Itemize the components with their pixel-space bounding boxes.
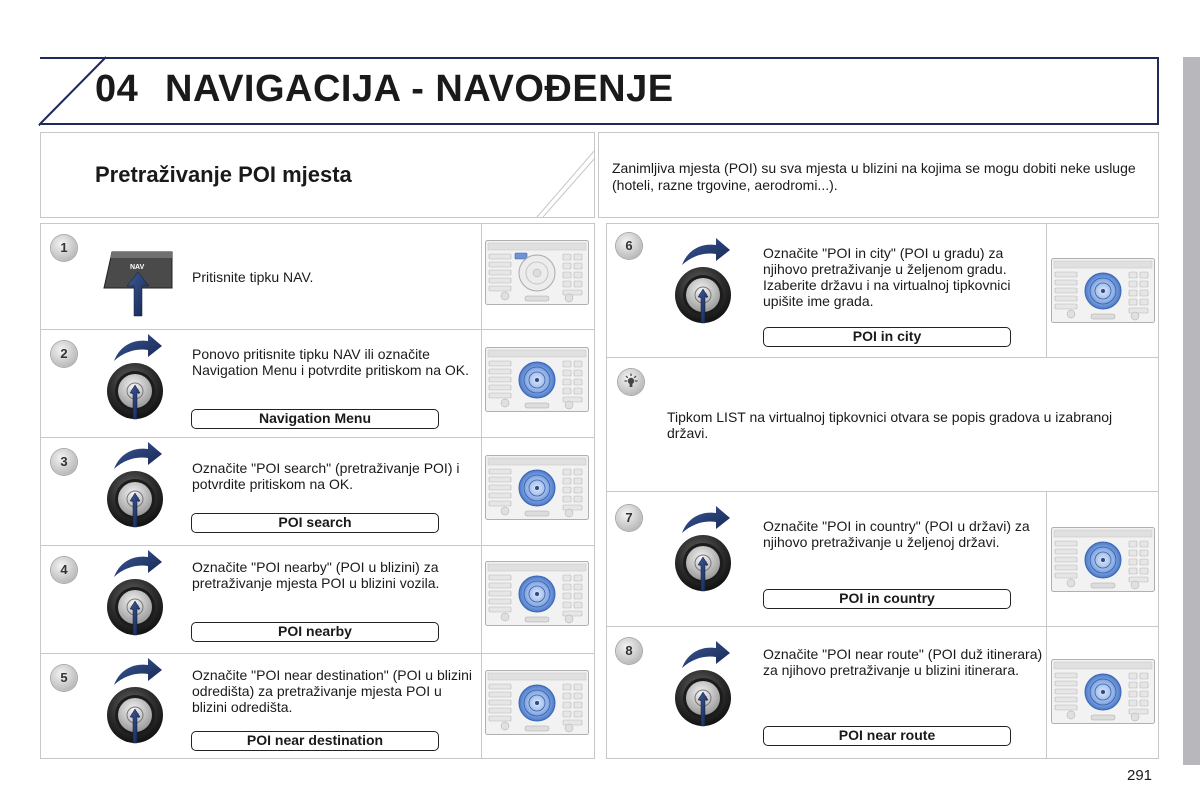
- radio-panel-thumbnail: [485, 455, 589, 521]
- step-8-text: Označite "POI near route" (POI duž itinerara) za njihovo pretraživanje u blizini itinerara.: [763, 646, 1043, 678]
- thumb-divider: [1046, 491, 1047, 627]
- radio-panel-thumbnail: [1051, 659, 1155, 725]
- step-7-number: 7: [616, 505, 642, 531]
- thumb-divider: [481, 653, 482, 759]
- radio-panel-thumbnail: [1051, 527, 1155, 593]
- radio-panel-thumbnail: [485, 670, 589, 736]
- step-2-text: Ponovo pritisnite tipku NAV ili označite Navigation Menu i potvrdite pritiskom na OK.: [192, 346, 470, 378]
- side-bar: [1183, 57, 1200, 765]
- menu-label-navigation-menu: Navigation Menu: [191, 409, 439, 429]
- rotary-knob-icon: [104, 441, 166, 531]
- step-8-number: 8: [616, 638, 642, 664]
- page-number: 291: [1127, 767, 1153, 784]
- rotary-knob-icon: [672, 237, 734, 327]
- thumb-divider: [481, 437, 482, 546]
- step-6-text: Označite "POI in city" (POI u gradu) za njihovo pretraživanje u željenom gradu. Izaberite državu i na virtualnoj tipkovnici upišite ime grada.: [763, 245, 1011, 309]
- tip-text: Tipkom LIST na virtualnoj tipkovnici otvara se popis gradova u izabranoj državi.: [667, 409, 1113, 441]
- thumb-divider: [1046, 223, 1047, 358]
- thumb-divider: [481, 545, 482, 654]
- step-3-number: 3: [51, 449, 77, 475]
- nav-button-icon: [100, 250, 176, 320]
- step-4-text: Označite "POI nearby" (POI u blizini) za pretraživanje mjesta POI u blizini vozila.: [192, 559, 440, 591]
- chapter-number: 04: [95, 68, 139, 110]
- intro-slant-decoration: [535, 132, 597, 218]
- step-1-text: Pritisnite tipku NAV.: [192, 269, 314, 285]
- section-title: Pretraživanje POI mjesta: [95, 162, 352, 187]
- radio-panel-thumbnail: [1051, 258, 1155, 324]
- rotary-knob-icon: [104, 657, 166, 747]
- rotary-knob-icon: [104, 549, 166, 639]
- thumb-divider: [481, 223, 482, 330]
- rotary-knob-icon: [672, 640, 734, 730]
- nav-button-label: NAV: [130, 264, 145, 271]
- step-7-text: Označite "POI in country" (POI u državi) za njihovo pretraživanje u željenoj državi.: [763, 518, 1030, 550]
- intro-text: Zanimljiva mjesta (POI) su sva mjesta u blizini na kojima se mogu dobiti neke usluge (hoteli, razne trgovine, aerodromi...).: [612, 160, 1136, 193]
- step-1-number: 1: [51, 235, 77, 261]
- menu-label-poi-search: POI search: [191, 513, 439, 533]
- step-3-text: Označite "POI search" (pretraživanje POI) i potvrdite pritiskom na OK.: [192, 460, 460, 492]
- step-6-number: 6: [616, 233, 642, 259]
- menu-label-poi-in-country: POI in country: [763, 589, 1011, 609]
- lightbulb-icon: [621, 372, 641, 392]
- radio-panel-thumbnail: [485, 561, 589, 627]
- rotary-knob-icon: [672, 505, 734, 595]
- rotary-knob-icon: [104, 333, 166, 423]
- chapter-title: NAVIGACIJA - NAVOĐENJE: [165, 68, 674, 110]
- step-5-text: Označite "POI near destination" (POI u blizini odredišta) za pretraživanje mjesta POI u blizini odredišta.: [192, 667, 472, 715]
- thumb-divider: [481, 329, 482, 438]
- radio-panel-thumbnail: [485, 347, 589, 413]
- thumb-divider: [1046, 626, 1047, 759]
- menu-label-poi-nearby: POI nearby: [191, 622, 439, 642]
- menu-label-poi-near-destination: POI near destination: [191, 731, 439, 751]
- radio-panel-thumbnail: [485, 240, 589, 306]
- step-4-number: 4: [51, 557, 77, 583]
- step-2-number: 2: [51, 341, 77, 367]
- menu-label-poi-near-route: POI near route: [763, 726, 1011, 746]
- menu-label-poi-in-city: POI in city: [763, 327, 1011, 347]
- step-5-number: 5: [51, 665, 77, 691]
